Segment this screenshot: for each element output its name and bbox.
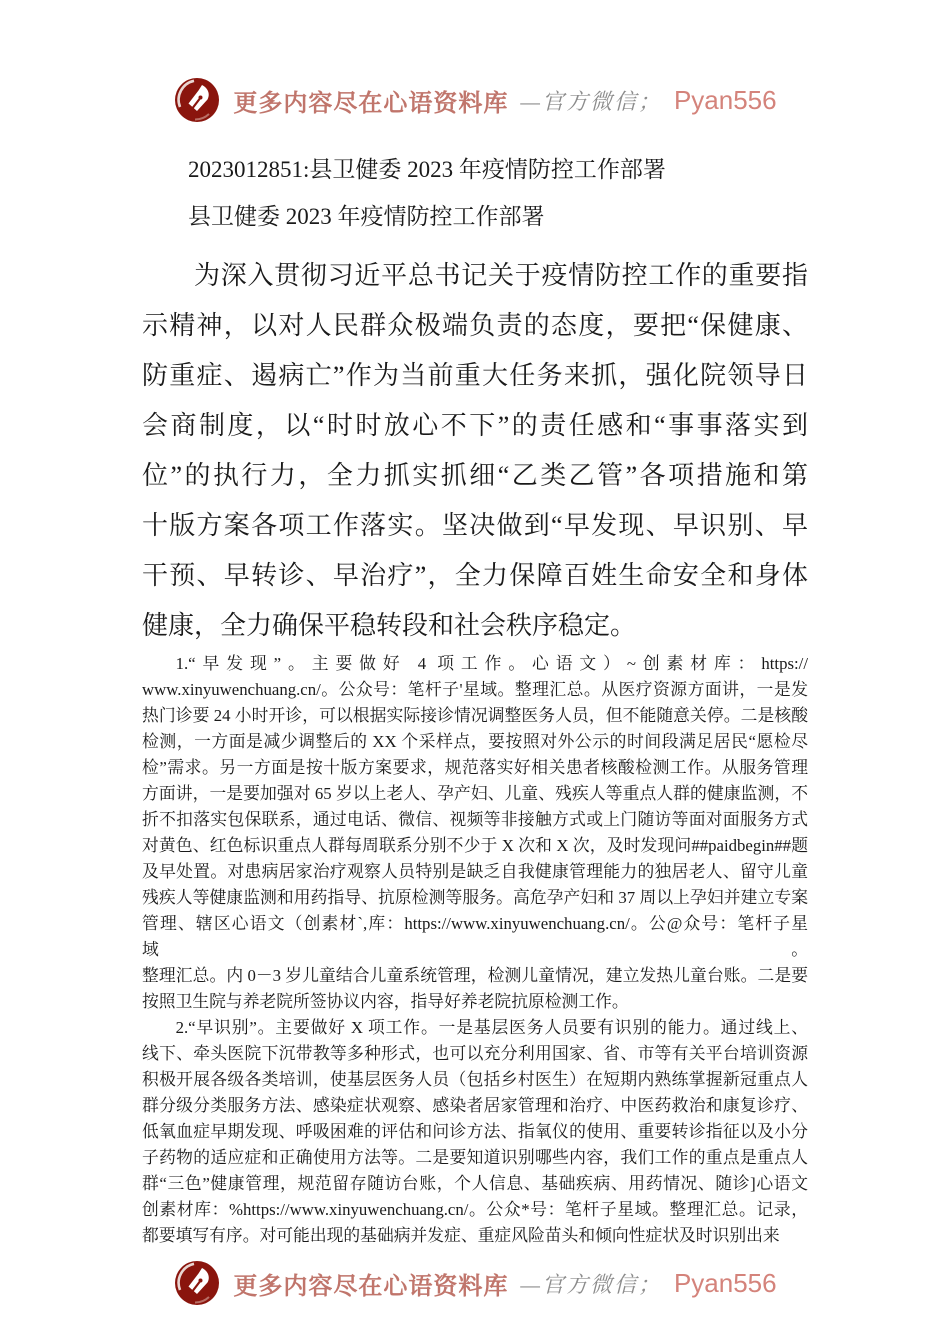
document-title: 2023012851:县卫健委 2023 年疫情防控工作部署 xyxy=(188,157,666,182)
body-paragraph-early-detection xyxy=(142,651,808,1015)
text-line: 为深入贯彻习近平总书记关于疫情防控工作的重要指 xyxy=(194,261,808,290)
text-line: 十版方案各项工作落实。坚决做到“早发现、早识别、早 xyxy=(142,511,808,540)
text-line: 积极开展各级各类培训，使基层医务人员（包括乡村医生）在短期内熟练掌握新冠重点人 xyxy=(142,1070,808,1089)
pen-nib-circle-icon xyxy=(173,76,221,124)
document-subtitle: 县卫健委 2023 年疫情防控工作部署 xyxy=(188,204,545,229)
text-line: 群“三色”健康管理，规范留存随访台账，个人信息、基础疾病、用药情况、随诊]心语文 xyxy=(142,1174,808,1193)
text-line: 热门诊要 24 小时开诊，可以根据实际接诊情况调整医务人员，但不能随意关停。二是核酸 xyxy=(142,706,808,725)
footer-banner xyxy=(0,1257,950,1309)
text-line: 健康，全力确保平稳转段和社会秩序稳定。 xyxy=(142,611,637,640)
text-line: 群分级分类服务方法、感染症状观察、感染者居家管理和治疗、中医药救治和康复诊疗、 xyxy=(142,1096,808,1115)
text-line: 干预、早转诊、早治疗”，全力保障百姓生命安全和身体 xyxy=(142,561,808,590)
wechat-label: —官方微信； xyxy=(520,88,662,114)
text-line: 按照卫生院与养老院所签协议内容，指导好养老院抗原检测工作。 xyxy=(142,992,629,1011)
text-line: 管理、辖区心语文（创素材`,库：https://www.xinyuwenchuang.cn/。公@众号：笔杆子星域。 xyxy=(142,914,808,959)
text-line: 对黄色、红色标识重点人群每周联系分别不少于 X 次和 X 次，及时发现问##paidbegin##题 xyxy=(142,836,808,855)
document-content xyxy=(142,154,808,1249)
text-line: 创素材库：%https://www.xinyuwenchuang.cn/。公众*号：笔杆子星域。整理汇总。记录， xyxy=(142,1200,808,1219)
text-line: 检”需求。另一方面是按十版方案要求，规范落实好相关患者核酸检测工作。从服务管理 xyxy=(142,758,808,777)
text-line: 及早处置。对患病居家治疗观察人员特别是缺乏自我健康管理能力的独居老人、留守儿童 xyxy=(142,862,808,881)
brand-text: 更多内容尽在心语资料库 xyxy=(233,90,509,117)
header-banner xyxy=(0,0,950,126)
text-line: 低氧血症早期发现、呼吸困难的评估和问诊方法、指氧仪的使用、重要转诊指征以及小分 xyxy=(142,1122,808,1141)
body-paragraph-early-identification xyxy=(142,1015,808,1249)
text-line: 整理汇总。内 0－3 岁儿童结合儿童系统管理，检测儿童情况，建立发热儿童台账。二是要 xyxy=(142,966,808,985)
text-line: 子药物的适应症和正确使用方法等。二是要知道识别哪些内容，我们工作的重点是重点人 xyxy=(142,1148,808,1167)
text-line: 1.“早发现”。主要做好 4 项工作。心语文）~创素材库：https:// xyxy=(175,654,808,673)
text-line: 线下、牵头医院下沉带教等多种形式，也可以充分利用国家、省、市等有关平台培训资源 xyxy=(142,1044,808,1063)
text-line: 都要填写有序。对可能出现的基础病并发症、重症风险苗头和倾向性症状及时识别出来 xyxy=(142,1226,780,1245)
pen-nib-circle-icon xyxy=(173,1259,221,1307)
text-line: www.xinyuwenchuang.cn/。公众号：笔杆子'星域。整理汇总。从医疗资源方面讲，一是发 xyxy=(142,680,808,699)
text-line: 残疾人等健康监测和用药指导、抗原检测等服务。高危孕产妇和 37 周以上孕妇并建立专案 xyxy=(142,888,808,907)
text-line: 位”的执行力，全力抓实抓细“乙类乙管”各项措施和第 xyxy=(142,461,808,490)
text-line: 防重症、遏病亡”作为当前重大任务来抓，强化院领导日 xyxy=(142,361,808,390)
intro-paragraph xyxy=(142,251,808,651)
brand-text: 更多内容尽在心语资料库 xyxy=(233,1273,509,1300)
wechat-label: —官方微信； xyxy=(520,1271,662,1297)
text-line: 方面讲，一是要加强对 65 岁以上老人、孕产妇、儿童、残疾人等重点人群的健康监测，不 xyxy=(142,784,808,803)
wechat-id: Pyan556 xyxy=(673,84,777,115)
text-line: 2.“早识别”。主要做好 X 项工作。一是基层医务人员要有识别的能力。通过线上、 xyxy=(175,1018,808,1037)
text-line: 会商制度，以“时时放心不下”的责任感和“事事落实到 xyxy=(142,411,808,440)
text-line: 示精神，以对人民群众极端负责的态度，要把“保健康、 xyxy=(142,311,808,340)
wechat-id: Pyan556 xyxy=(673,1267,777,1298)
text-line: 检测，一方面是减少调整后的 XX 个采样点，要按照对外公示的时间段满足居民“愿检尽 xyxy=(142,732,808,751)
text-line: 折不扣落实包保联系，通过电话、微信、视频等非接触方式或上门随访等面对面服务方式 xyxy=(142,810,808,829)
